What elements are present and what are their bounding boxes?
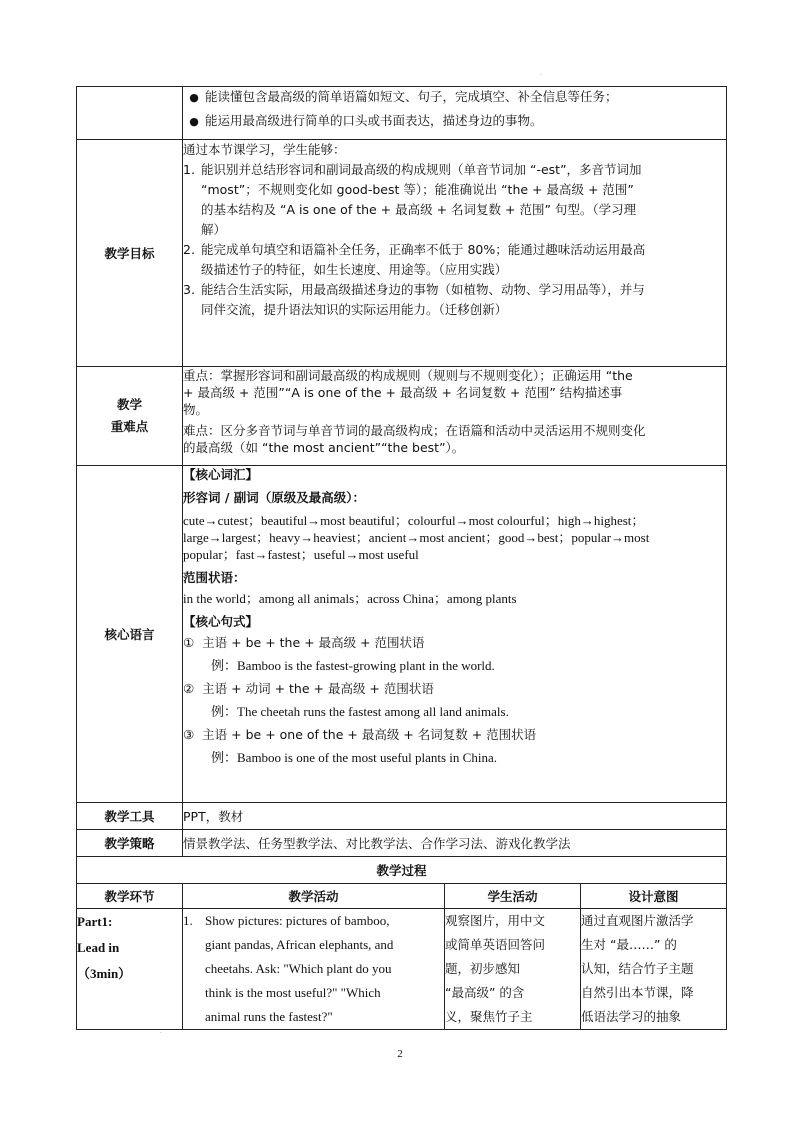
- objectives-intro: 通过本节课学习，学生能够：: [183, 142, 346, 157]
- header-student: 学生活动: [445, 884, 581, 909]
- bullet-icon: ●: [189, 91, 199, 104]
- process-header-row: [77, 884, 727, 909]
- range-title: 范围状语：: [183, 570, 246, 585]
- objectives-cell: [183, 140, 727, 367]
- strategy-value: 情景教学法、任务型教学法、对比教学法、合作学习法、游戏化教学法: [183, 830, 727, 857]
- process-row-1: [77, 909, 727, 1030]
- goal-bullet-text: 能读懂包含最高级的简单语篇如短文、句子，完成填空、补全信息等任务；: [205, 89, 618, 104]
- key-focus: 重点：掌握形容词和副词最高级的构成规则（规则与不规则变化）；正确运用 “the + 最高级 + 范围”“A is one of the + 最高级 + 名词复数 + 范围” 结构描述事 物。: [183, 368, 633, 417]
- bullet-icon: ●: [189, 115, 199, 128]
- pattern-2: ② 主语 + 动词 + the + 最高级 + 范围状语 例：The cheetah runs the fastest among all land animals.: [183, 681, 509, 719]
- objectives-label: 教学目标: [77, 140, 183, 367]
- page-number: 2: [397, 1048, 403, 1060]
- objectives-row: [77, 140, 727, 367]
- goals-bullets-cell: [183, 87, 727, 140]
- core-language-row: [77, 466, 727, 803]
- goals-bullets-row: [77, 87, 727, 140]
- tools-value: PPT，教材: [183, 803, 727, 830]
- adj-title: 形容词 / 副词（原级及最高级）：: [183, 490, 366, 505]
- student-cell: 观察图片，用中文 或简单英语回答问 题，初步感知 “最高级” 的含 义，聚焦竹子主: [445, 909, 581, 1030]
- empty-label-cell: [77, 87, 183, 140]
- activity-cell: 1. Show pictures: pictures of bamboo, giant pandas, African elephants, and cheetahs. Ask: "Which plant do you think is the most useful?" "Which animal runs the fastest?": [183, 909, 445, 1030]
- strategy-row: [77, 830, 727, 857]
- adj-list: cute→cutest；beautiful→most beautiful；colourful→most colourful；high→highest； large→largest；heavy→heaviest；ancient→most ancient；good→best；popular→most popular；fast→fastest；useful→most useful: [183, 513, 650, 562]
- stage-cell: Part1: Lead in （3min）: [77, 909, 183, 1030]
- header-activity: 教学活动: [183, 884, 445, 909]
- pattern-1: ① 主语 + be + the + 最高级 + 范围状语 例：Bamboo is the fastest-growing plant in the world.: [183, 635, 495, 673]
- lesson-plan-table: [76, 86, 727, 1030]
- scan-speck: ·: [540, 72, 542, 79]
- goal-bullet-1: [183, 88, 726, 106]
- key-points-cell: [183, 367, 727, 466]
- vocab-title: 【核心词汇】: [183, 467, 259, 482]
- process-title-row: [77, 857, 727, 884]
- process-title: 教学过程: [77, 857, 727, 884]
- key-difficulty: 难点：区分多音节词与单音节词的最高级构成；在语篇和活动中灵活运用不规则变化 的最高级（如 “the most ancient”“the best”）。: [183, 423, 646, 455]
- intent-cell: 通过直观图片激活学 生对 “最……” 的 认知，结合竹子主题 自然引出本节课，降 低语法学习的抽象: [581, 909, 727, 1030]
- range-line: in the world；among all animals；across China；among plants: [183, 591, 517, 606]
- scan-speck: ·: [160, 1030, 162, 1037]
- core-language-cell: [183, 466, 727, 803]
- pattern-3: ③ 主语 + be + one of the + 最高级 + 名词复数 + 范围状语 例：Bamboo is one of the most useful plants in China.: [183, 727, 537, 765]
- header-stage: 教学环节: [77, 884, 183, 909]
- key-points-row: [77, 367, 727, 466]
- objective-item-1: 1. 能识别并总结形容词和副词最高级的构成规则（单音节词加 “-est”，多音节词加 “most”；不规则变化如 good-best 等）；能准确说出 “the + 最高级 + 范围” 的基本结构及 “A is one of the + 最高级 + 名词复数 + 范围” 句型。（学习理 解）: [183, 162, 642, 237]
- objective-item-2: 2. 能完成单句填空和语篇补全任务，正确率不低于 80%；能通过趣味活动运用最高 级描述竹子的特征，如生长速度、用途等。（应用实践）: [183, 242, 646, 277]
- objective-item-3: 3. 能结合生活实际，用最高级描述身边的事物（如植物、动物、学习用品等），并与 同伴交流，提升语法知识的实际运用能力。（迁移创新）: [183, 282, 645, 317]
- key-points-label: 教学 重难点: [77, 367, 183, 466]
- tools-label: 教学工具: [77, 803, 183, 830]
- core-language-label: 核心语言: [77, 466, 183, 803]
- goal-bullet-text: 能运用最高级进行简单的口头或书面表达，描述身边的事物。: [205, 113, 543, 128]
- strategy-label: 教学策略: [77, 830, 183, 857]
- pattern-title: 【核心句式】: [183, 614, 259, 629]
- tools-row: [77, 803, 727, 830]
- header-intent: 设计意图: [581, 884, 727, 909]
- goal-bullet-2: [183, 112, 726, 130]
